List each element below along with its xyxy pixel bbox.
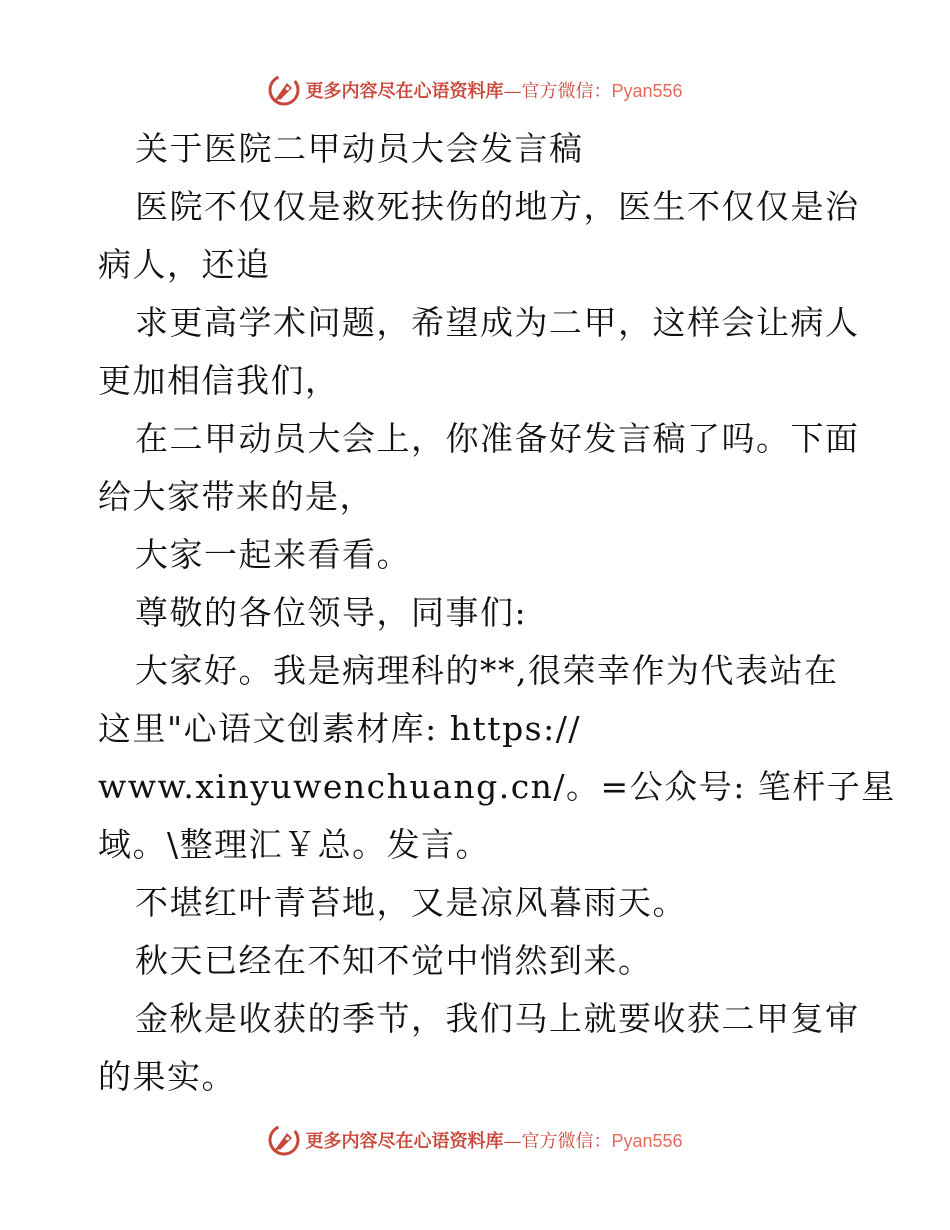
document-title: 关于医院二甲动员大会发言稿 xyxy=(135,129,584,168)
banner-separator: — xyxy=(503,81,522,102)
paragraph-line: 秋天已经在不知不觉中悄然到来。 xyxy=(135,941,653,980)
salutation-line: 尊敬的各位领导，同事们: xyxy=(135,593,528,632)
paragraph-line: 病人，还追 xyxy=(98,245,271,284)
paragraph-line: 大家好。我是病理科的**,很荣幸作为代表站在 xyxy=(135,651,839,690)
banner-wechat-label: 官方微信： xyxy=(521,81,612,102)
banner-text xyxy=(305,1127,682,1153)
paragraph-line: 金秋是收获的季节，我们马上就要收获二甲复审 xyxy=(135,999,860,1038)
paragraph-line: 不堪红叶青苔地，又是凉风暮雨天。 xyxy=(135,883,687,922)
document-body xyxy=(98,120,896,1106)
paragraph-line: 更加相信我们， xyxy=(98,361,340,400)
paragraph-line: 域。\整理汇￥总。发言。 xyxy=(98,825,491,864)
pen-nib-logo-icon xyxy=(267,73,301,107)
paragraph-line: 医院不仅仅是救死扶伤的地方，医生不仅仅是治 xyxy=(135,187,860,226)
pen-nib-logo-icon xyxy=(267,1123,301,1157)
banner-text xyxy=(305,77,682,103)
paragraph-line: 大家一起来看看。 xyxy=(135,535,411,574)
banner-account: Pyan556 xyxy=(611,1131,683,1151)
banner-site-text: 更多内容尽在心语资料库 xyxy=(305,1131,504,1152)
footer-banner xyxy=(0,1120,950,1160)
paragraph-line: www.xinyuwenchuang.cn/。=公众号: 笔杆子星 xyxy=(98,767,896,806)
banner-separator: — xyxy=(503,1131,522,1152)
paragraph-line: 给大家带来的是， xyxy=(98,477,374,516)
paragraph-line: 这里"心语文创素材库: https:// xyxy=(98,709,581,748)
header-banner xyxy=(0,70,950,110)
banner-wechat-label: 官方微信： xyxy=(521,1131,612,1152)
paragraph-line: 求更高学术问题，希望成为二甲，这样会让病人 xyxy=(135,303,860,342)
banner-account: Pyan556 xyxy=(611,81,683,101)
paragraph-line: 的果实。 xyxy=(98,1057,236,1096)
banner-site-text: 更多内容尽在心语资料库 xyxy=(305,81,504,102)
paragraph-line: 在二甲动员大会上，你准备好发言稿了吗。下面 xyxy=(135,419,860,458)
